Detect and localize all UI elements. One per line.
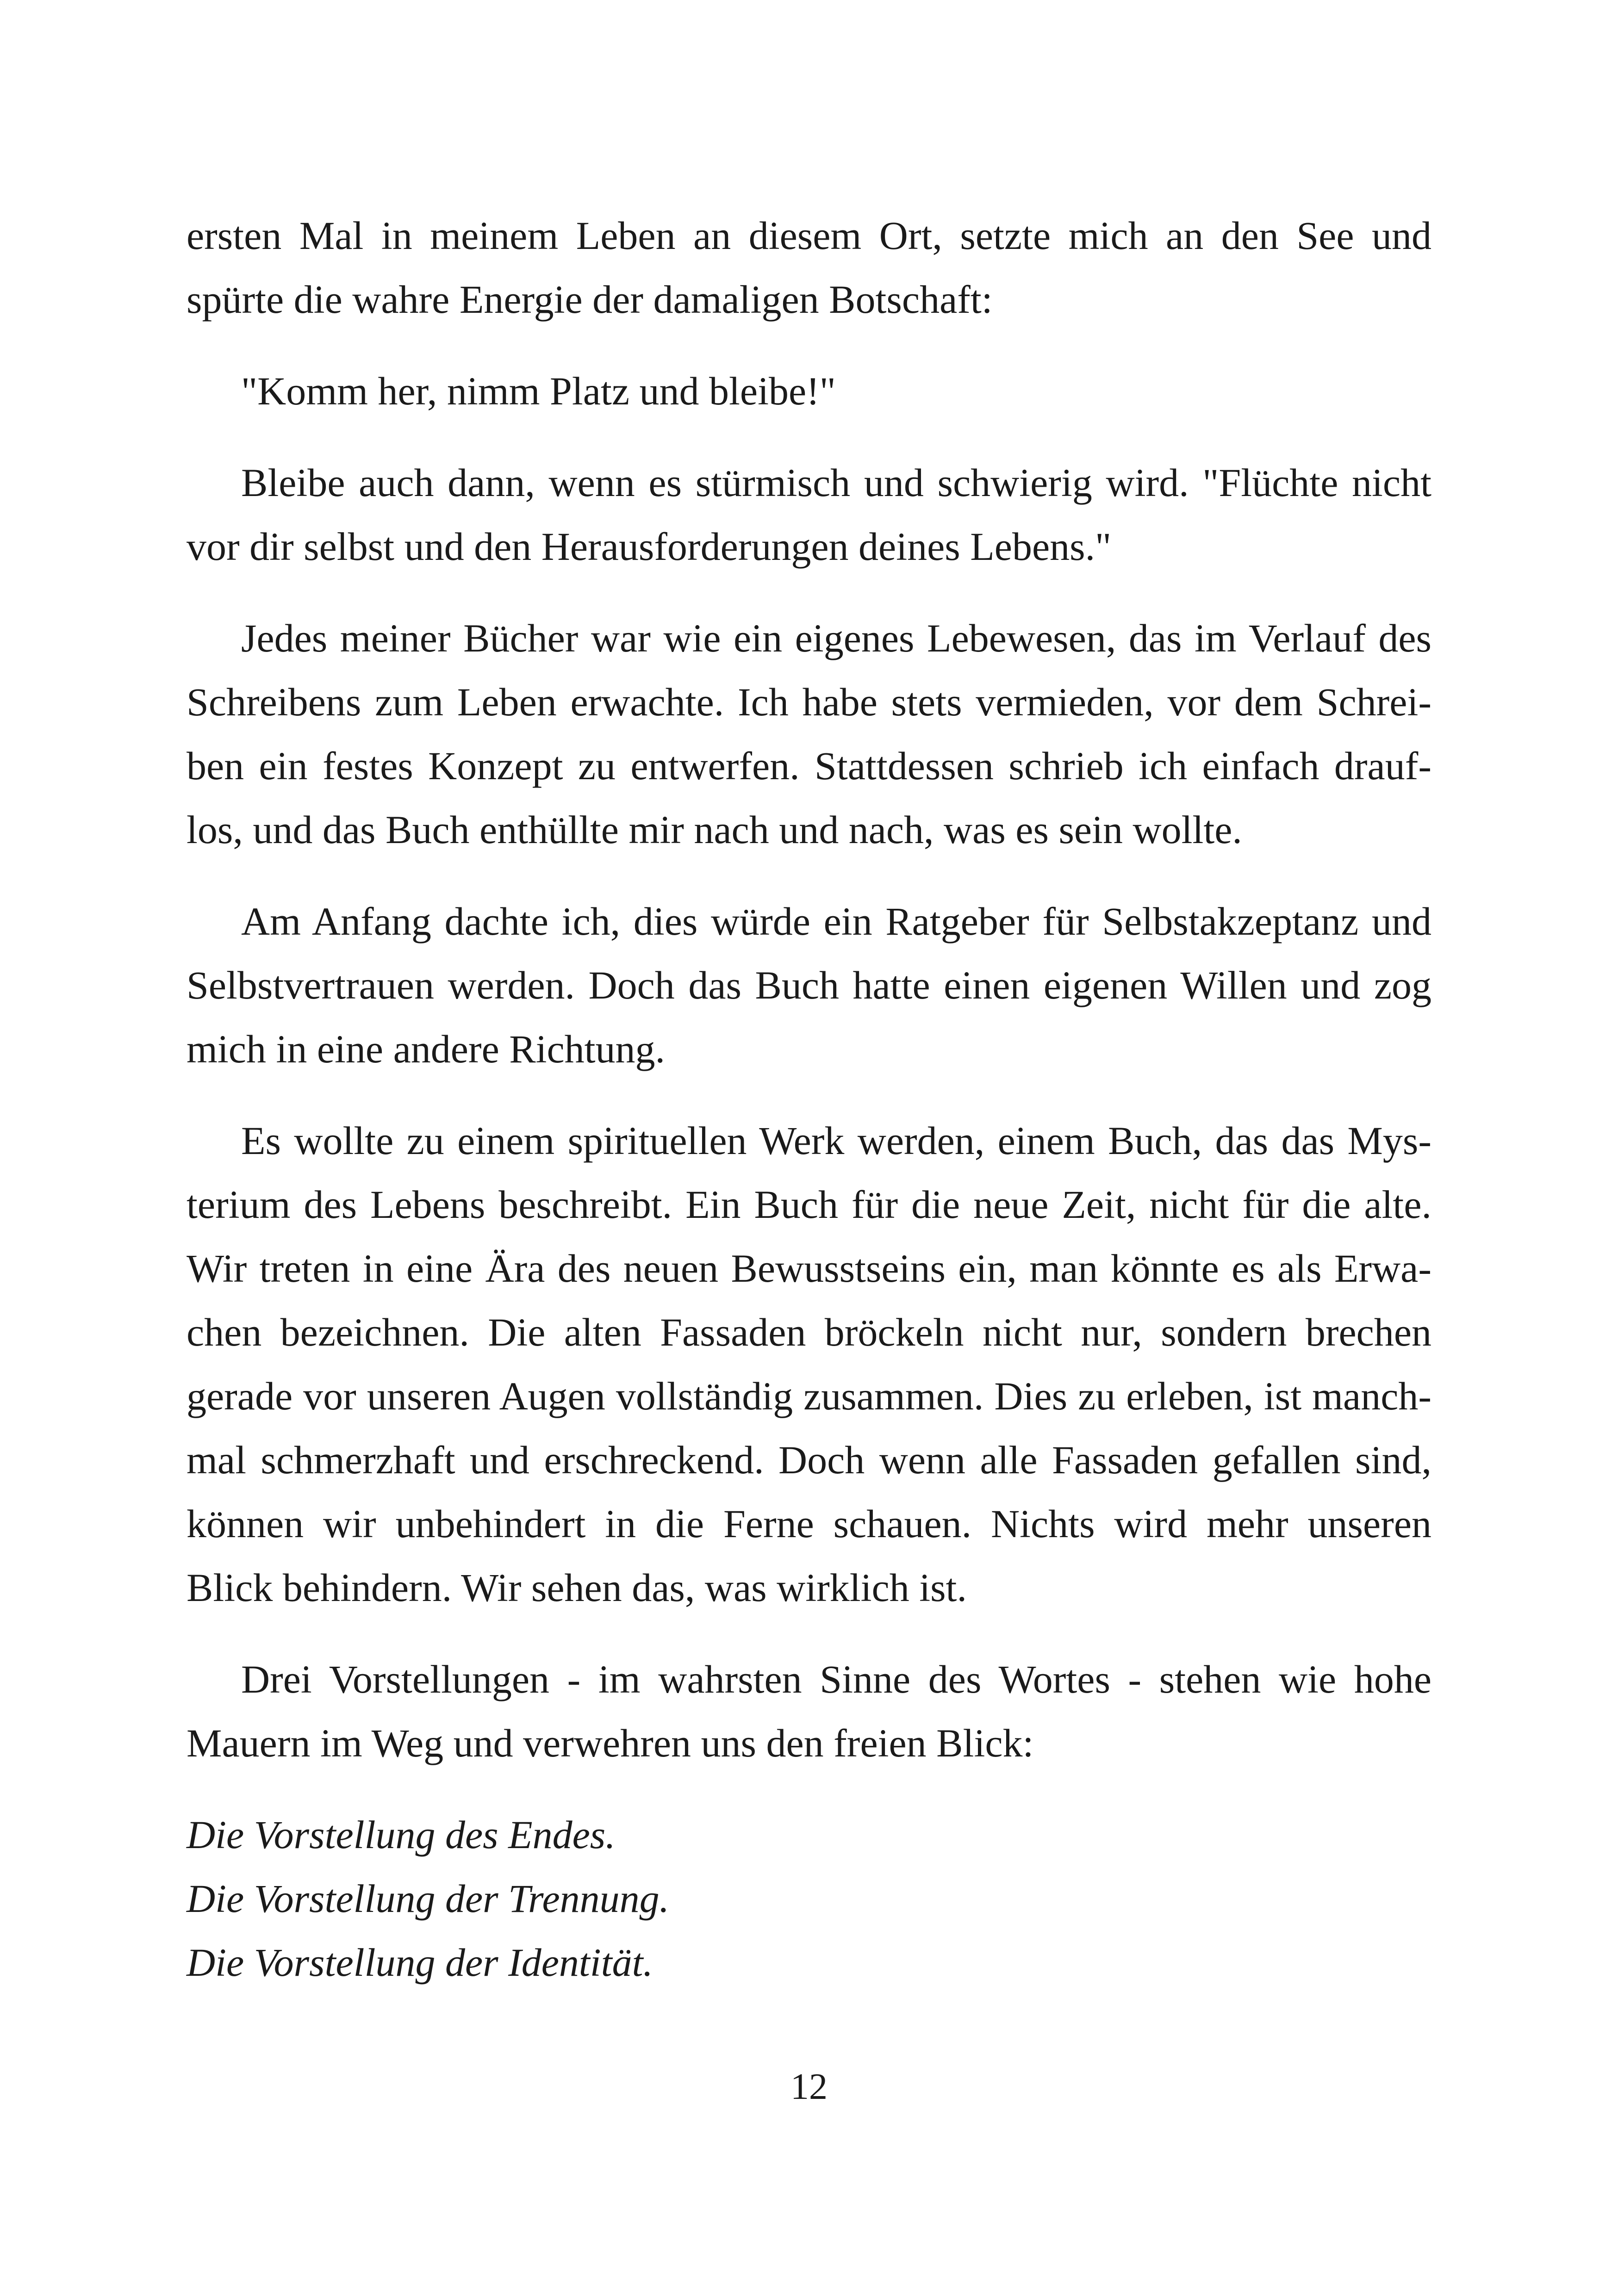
text-line: Blick behindern. Wir sehen das, was wirklich ist. [187, 1565, 967, 1610]
text-line: spürte die wahre Energie der damaligen Botschaft: [187, 277, 993, 322]
text-line: Mauern im Weg und verwehren uns den freien Blick: [187, 1721, 1034, 1765]
text-line: mich in eine andere Richtung. [187, 1027, 666, 1071]
text-line: mal schmerzhaft und erschreckend. Doch wenn alle Fassaden gefallen sind, [187, 1438, 1431, 1482]
text-line: los, und das Buch enthüllte mir nach und nach, was es sein wollte. [187, 807, 1242, 852]
text-line: Schreibens zum Leben erwachte. Ich habe stets vermieden, vor dem Schrei- [187, 680, 1431, 724]
text-line: Wir treten in eine Ära des neuen Bewusstseins ein, man könnte es als Erwa- [187, 1246, 1431, 1291]
italic-line: Die Vorstellung der Trennung. [187, 1876, 670, 1921]
paragraph [187, 451, 1431, 578]
text-line: terium des Lebens beschreibt. Ein Buch für die neue Zeit, nicht für die alte. [187, 1182, 1431, 1227]
paragraph [187, 1647, 1431, 1775]
text-line: Selbstvertrauen werden. Doch das Buch hatte einen eigenen Willen und zog [187, 963, 1431, 1007]
paragraph [187, 204, 1431, 331]
text-line: ben ein festes Konzept zu entwerfen. Stattdessen schrieb ich einfach drauf- [187, 744, 1431, 788]
italic-list [187, 1803, 1431, 1994]
paragraph [187, 889, 1431, 1081]
text-line: Es wollte zu einem spirituellen Werk werden, einem Buch, das das Mys- [241, 1118, 1431, 1163]
paragraph [187, 359, 1431, 423]
page-number: 12 [790, 2066, 828, 2107]
text-line: Drei Vorstellungen - im wahrsten Sinne des Wortes - stehen wie hohe [241, 1657, 1431, 1701]
text-line: vor dir selbst und den Herausforderungen deines Lebens." [187, 524, 1112, 569]
italic-line: Die Vorstellung der Identität. [187, 1940, 653, 1985]
italic-line: Die Vorstellung des Endes. [187, 1812, 616, 1857]
text-line: ersten Mal in meinem Leben an diesem Ort, setzte mich an den See und [187, 213, 1431, 258]
text-line: chen bezeichnen. Die alten Fassaden bröckeln nicht nur, sondern brechen [187, 1310, 1431, 1354]
text-line: gerade vor unseren Augen vollständig zusammen. Dies zu erleben, ist manch- [187, 1374, 1431, 1418]
text-line: Bleibe auch dann, wenn es stürmisch und schwierig wird. "Flüchte nicht [241, 460, 1431, 505]
text-line: können wir unbehindert in die Ferne schauen. Nichts wird mehr unseren [187, 1502, 1431, 1546]
paragraph [187, 1109, 1431, 1620]
text-line: Am Anfang dachte ich, dies würde ein Ratgeber für Selbstakzeptanz und [241, 899, 1431, 943]
text-line: Jedes meiner Bücher war wie ein eigenes Lebewesen, das im Verlauf des [241, 616, 1431, 660]
paragraph [187, 606, 1431, 862]
text-line: "Komm her, nimm Platz und bleibe!" [241, 369, 836, 413]
body-text [187, 204, 1431, 1994]
